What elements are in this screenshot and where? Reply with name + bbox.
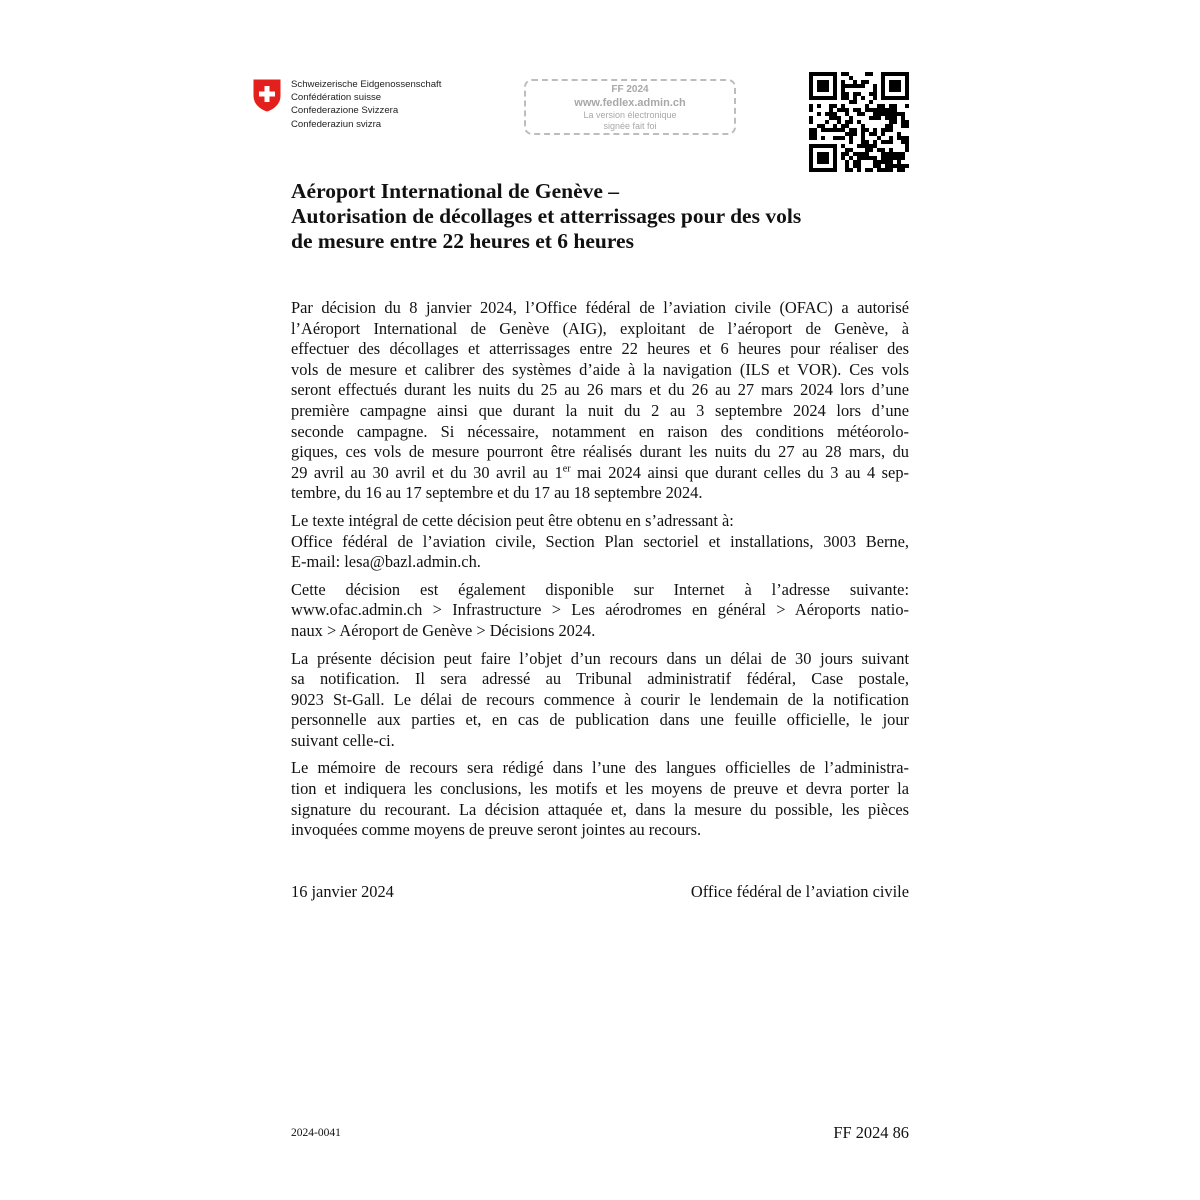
signature-office: Office fédéral de l’aviation civile [690,882,909,901]
text-line: sa notification. Il sera adressé au Tribunal administratif fédéral, Case postale, [291,669,909,689]
stamp-line3: La version électronique [583,110,677,120]
text-line: Le texte intégral de cette décision peut être obtenu en s’adressant à: [291,510,734,530]
paragraph-decision [291,298,909,504]
fed-name-it: Confederazione Svizzera [291,105,399,117]
fed-name-rm: Confederaziun svizra [291,118,382,130]
title-line-1: Aéroport International de Genève – [291,179,620,203]
text-line: invoquées comme moyens de preuve seront jointes au recours. [291,820,702,840]
title-line-2: Autorisation de décollages et atterrissages pour des vols [291,204,802,228]
email-line: E-mail: lesa@bazl.admin.ch. [291,552,481,572]
text-line: 9023 St-Gall. Le délai de recours commence à courir le lendemain de la notification [291,689,909,709]
paragraph-memoire [291,758,909,840]
text-line: 29 avril au 30 avril et du 30 avril au 1er mai 2024 ainsi que durant celles du 3 au 4 sep- [291,462,909,482]
stamp-line1: FF 2024 [611,84,649,95]
fedlex-stamp [524,79,736,135]
text-line: Par décision du 8 janvier 2024, l’Office fédéral de l’aviation civile (OFAC) a autorisé [291,298,909,317]
text-line: suivant celle-ci. [291,730,395,750]
text-line: Cette décision est également disponible sur Internet à l’adresse suivante: [291,579,909,599]
text-line: tembre, du 16 au 17 septembre et du 17 au 18 septembre 2024. [291,483,703,503]
text-line: seconde campagne. Si nécessaire, notamment en raison des conditions météorolo- [291,421,909,441]
paragraph-appeal [291,649,909,752]
document-body [291,298,909,848]
text-line: personnelle aux parties et, en cas de publication dans une feuille officielle, le jour [291,710,909,730]
swiss-cross-icon [252,78,282,112]
text-line: signature du recourant. La décision attaquée et, dans la mesure du possible, les pièces [291,799,909,819]
page-reference: FF 2024 86 [833,1123,909,1142]
text-line: tion et indiquera les conclusions, les motifs et les moyens de preuve et devra porter la [291,779,909,799]
signature-date: 16 janvier 2024 [291,882,394,901]
stamp-line4: signée fait foi [603,121,657,131]
document-id: 2024-0041 [291,1127,341,1139]
stamp-line2: www.fedlex.admin.ch [574,97,686,109]
text-line: Le mémoire de recours sera rédigé dans l’une des langues officielles de l’administra- [291,758,909,778]
page-title [291,179,911,254]
text-line: La présente décision peut faire l’objet d’un recours dans un délai de 30 jours suivant [291,648,909,668]
text-line: Office fédéral de l’aviation civile, Section Plan sectoriel et installations, 3003 Berne, [291,531,909,551]
text-line: giques, ces vols de mesure pourront être réalisés durant les nuits du 27 au 28 mars, du [291,442,909,462]
title-line-3: de mesure entre 22 heures et 6 heures [291,229,634,253]
fed-name-fr: Confédération suisse [291,92,382,104]
federation-names [291,78,441,131]
fed-name-de: Schweizerische Eidgenossenschaft [291,79,442,90]
text-line: l’Aéroport International de Genève (AIG), exploitant de l’aéroport de Genève, à [291,318,909,338]
text-line: vols de mesure et calibrer des systèmes d’aide à la navigation (ILS et VOR). Ces vols [291,359,909,379]
web-path-line: www.ofac.admin.ch > Infrastructure > Les aérodromes en général > Aéroports natio- [291,600,909,620]
qr-code-icon [809,72,909,172]
text-line: naux > Aéroport de Genève > Décisions 2024. [291,620,596,640]
text-line: seront effectués durant les nuits du 25 au 26 mars et du 26 au 27 mars 2024 lors d’une [291,380,909,400]
paragraph-internet [291,580,909,642]
text-line: première campagne ainsi que durant la nuit du 2 au 3 septembre 2024 lors d’une [291,400,909,420]
text-line: effectuer des décollages et atterrissages entre 22 heures et 6 heures pour réaliser des [291,339,909,359]
paragraph-contact [291,511,909,573]
